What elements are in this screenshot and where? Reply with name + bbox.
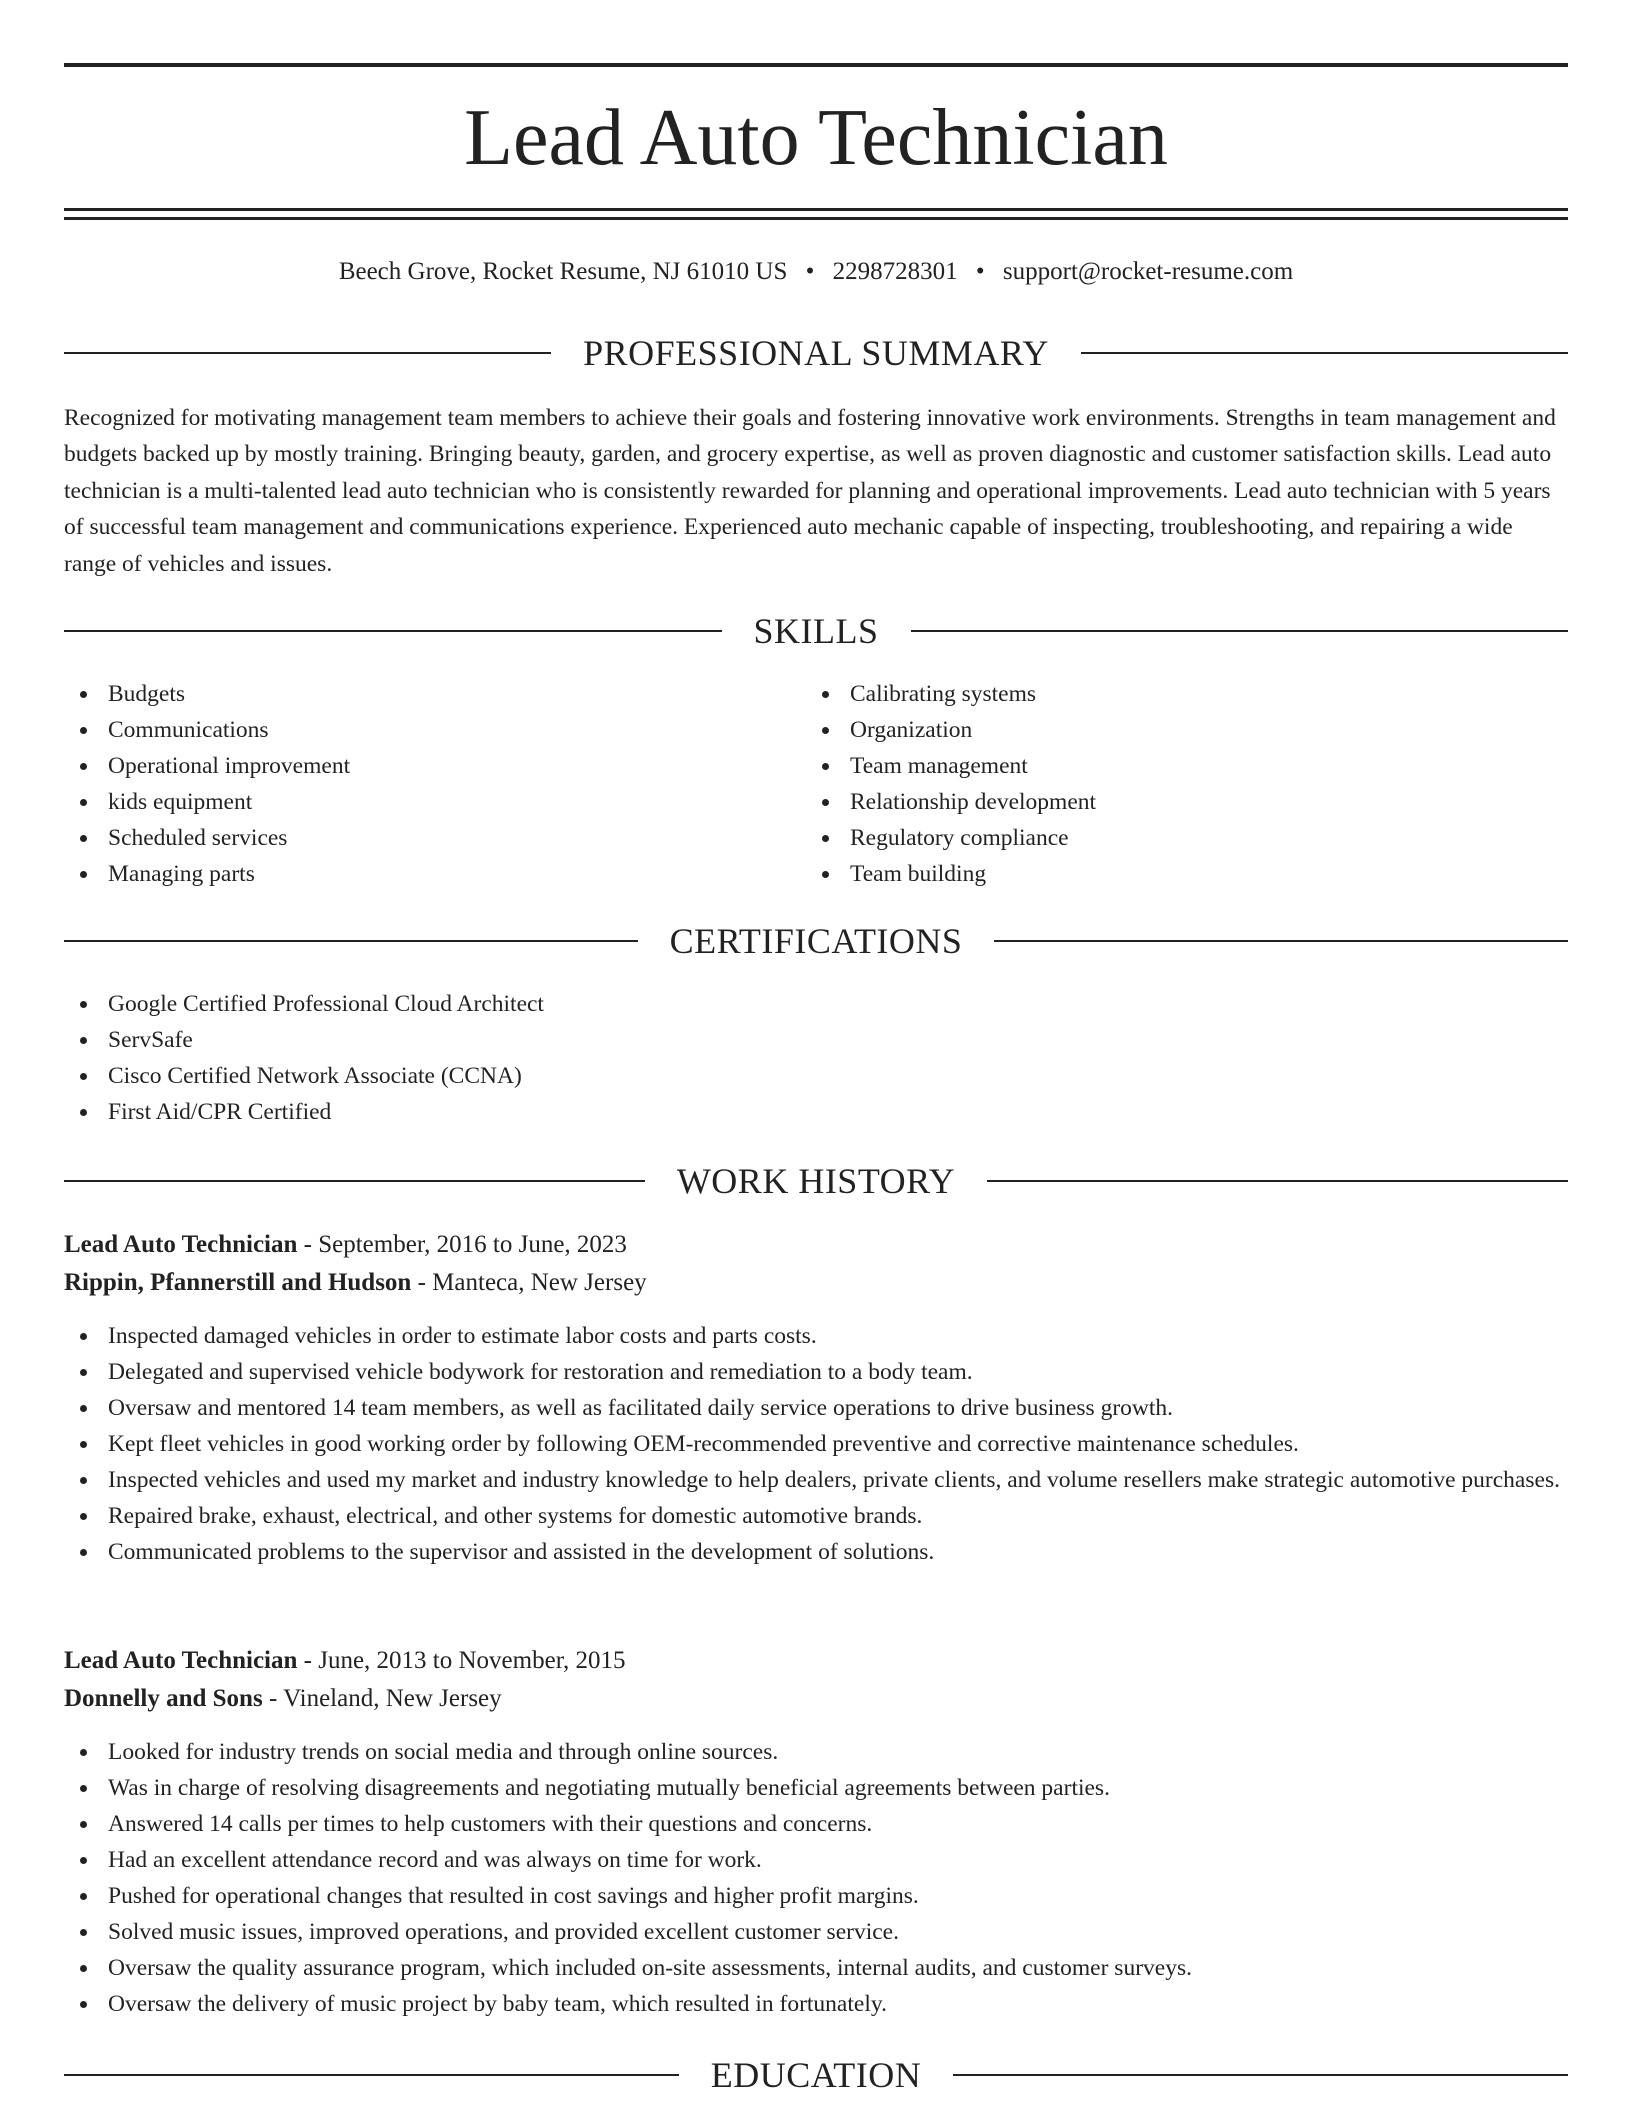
skill-item: Scheduled services [64,820,784,856]
job-duty-item: Communicated problems to the supervisor and assisted in the development of solutions. [64,1534,1568,1570]
professional-summary: Recognized for motivating management team members to achieve their goals and fostering innovative work environments. Strengths in team management and budgets backed up by mostly training. Bringing beauty, garden, and grocery expertise, as well as proven diagnostic and customer satisfaction skills. Lead auto technician is a multi-talented lead auto technician who is consistently rewarded for planning and operational improvements. Lead auto technician with 5 years of successful team management and communications experience. Experienced auto mechanic capable of inspecting, troubleshooting, and repairing a wide range of vehicles and issues. [64,405,1556,577]
job-duty-item: Delegated and supervised vehicle bodywork for restoration and remediation to a body team. [64,1354,1568,1390]
skill-item: Team management [806,748,1526,784]
contact-line [64,255,1568,289]
job-duty-item: Looked for industry trends on social media and through online sources. [64,1734,1568,1770]
job-entry [64,1226,1568,1570]
job-duty-item: Oversaw the delivery of music project by baby team, which resulted in fortunately. [64,1986,1568,2022]
skill-item: Regulatory compliance [806,820,1526,856]
heading-rule [64,940,638,942]
skills-column-right [806,676,1526,892]
job-duties-list [64,1734,1568,2022]
job-dates: - September, 2016 to June, 2023 [297,1231,627,1258]
contact-address: Beech Grove, Rocket Resume, NJ 61010 US [338,258,788,285]
heading-rule [987,1180,1568,1182]
job-duties-list [64,1318,1568,1570]
job-company-line [64,1680,1568,1718]
certification-item: Cisco Certified Network Associate (CCNA) [64,1058,1568,1094]
job-duty-item: Oversaw and mentored 14 team members, as well as facilitated daily service operations to drive business growth. [64,1390,1568,1426]
job-duty-item: Answered 14 calls per times to help customers with their questions and concerns. [64,1806,1568,1842]
heading-rule [64,2074,679,2076]
job-duty-item: Inspected damaged vehicles in order to estimate labor costs and parts costs. [64,1318,1568,1354]
skill-item: Team building [806,856,1526,892]
contact-separator: • [975,258,985,285]
job-dates: - June, 2013 to November, 2015 [297,1647,626,1674]
skill-item: Calibrating systems [806,676,1526,712]
heading-rule [1081,352,1568,354]
contact-phone: 2298728301 [832,258,958,285]
section-heading-label: CERTIFICATIONS [669,921,963,961]
certification-item: Google Certified Professional Cloud Architect [64,986,1568,1022]
job-title-line [64,1642,1568,1680]
job-duty-item: Repaired brake, exhaust, electrical, and other systems for domestic automotive brands. [64,1498,1568,1534]
skill-item: kids equipment [64,784,784,820]
certification-item: ServSafe [64,1022,1568,1058]
job-company: Donnelly and Sons [64,1685,263,1712]
skill-item: Relationship development [806,784,1526,820]
job-entry [64,1642,1568,2022]
job-duty-item: Solved music issues, improved operations, and provided excellent customer service. [64,1914,1568,1950]
job-duty-item: Had an excellent attendance record and was always on time for work. [64,1842,1568,1878]
section-heading-label: PROFESSIONAL SUMMARY [583,333,1049,373]
job-location: - Manteca, New Jersey [411,1269,647,1296]
job-company-line [64,1264,1568,1302]
job-duty-item: Pushed for operational changes that resulted in cost savings and higher profit margins. [64,1878,1568,1914]
job-location: - Vineland, New Jersey [262,1685,502,1712]
job-role: Lead Auto Technician [64,1231,298,1258]
heading-rule [64,1180,645,1182]
job-duty-item: Oversaw the quality assurance program, which included on-site assessments, internal audits, and customer surveys. [64,1950,1568,1986]
skills-column-left [64,676,784,892]
resume-title: Lead Auto Technician [464,94,1168,182]
section-heading-label: WORK HISTORY [676,1161,956,1201]
job-duty-item: Was in charge of resolving disagreements and negotiating mutually beneficial agreements between parties. [64,1770,1568,1806]
heading-rule [911,630,1569,632]
section-heading-label: SKILLS [753,611,879,651]
heading-rule [64,630,722,632]
skill-item: Organization [806,712,1526,748]
top-rule [64,63,1568,67]
section-heading-label: EDUCATION [710,2055,922,2095]
heading-rule [64,352,551,354]
certification-item: First Aid/CPR Certified [64,1094,1568,1130]
title-double-rule [64,208,1568,220]
section-heading-summary [64,330,1568,376]
job-title-line [64,1226,1568,1264]
skill-item: Managing parts [64,856,784,892]
heading-rule [994,940,1568,942]
job-company: Rippin, Pfannerstill and Hudson [64,1269,412,1296]
job-duty-item: Inspected vehicles and used my market and industry knowledge to help dealers, private clients, and volume resellers make strategic automotive purchases. [64,1462,1568,1498]
job-role: Lead Auto Technician [64,1647,298,1674]
section-heading-education [64,2052,1568,2098]
skill-item: Operational improvement [64,748,784,784]
job-duty-item: Kept fleet vehicles in good working order by following OEM-recommended preventive and corrective maintenance schedules. [64,1426,1568,1462]
section-heading-certifications [64,918,1568,964]
skill-item: Budgets [64,676,784,712]
section-heading-work-history [64,1158,1568,1204]
contact-email: support@rocket-resume.com [1002,258,1294,285]
certifications-list [64,986,1568,1130]
skill-item: Communications [64,712,784,748]
section-heading-skills [64,608,1568,654]
heading-rule [953,2074,1568,2076]
contact-separator: • [805,258,815,285]
